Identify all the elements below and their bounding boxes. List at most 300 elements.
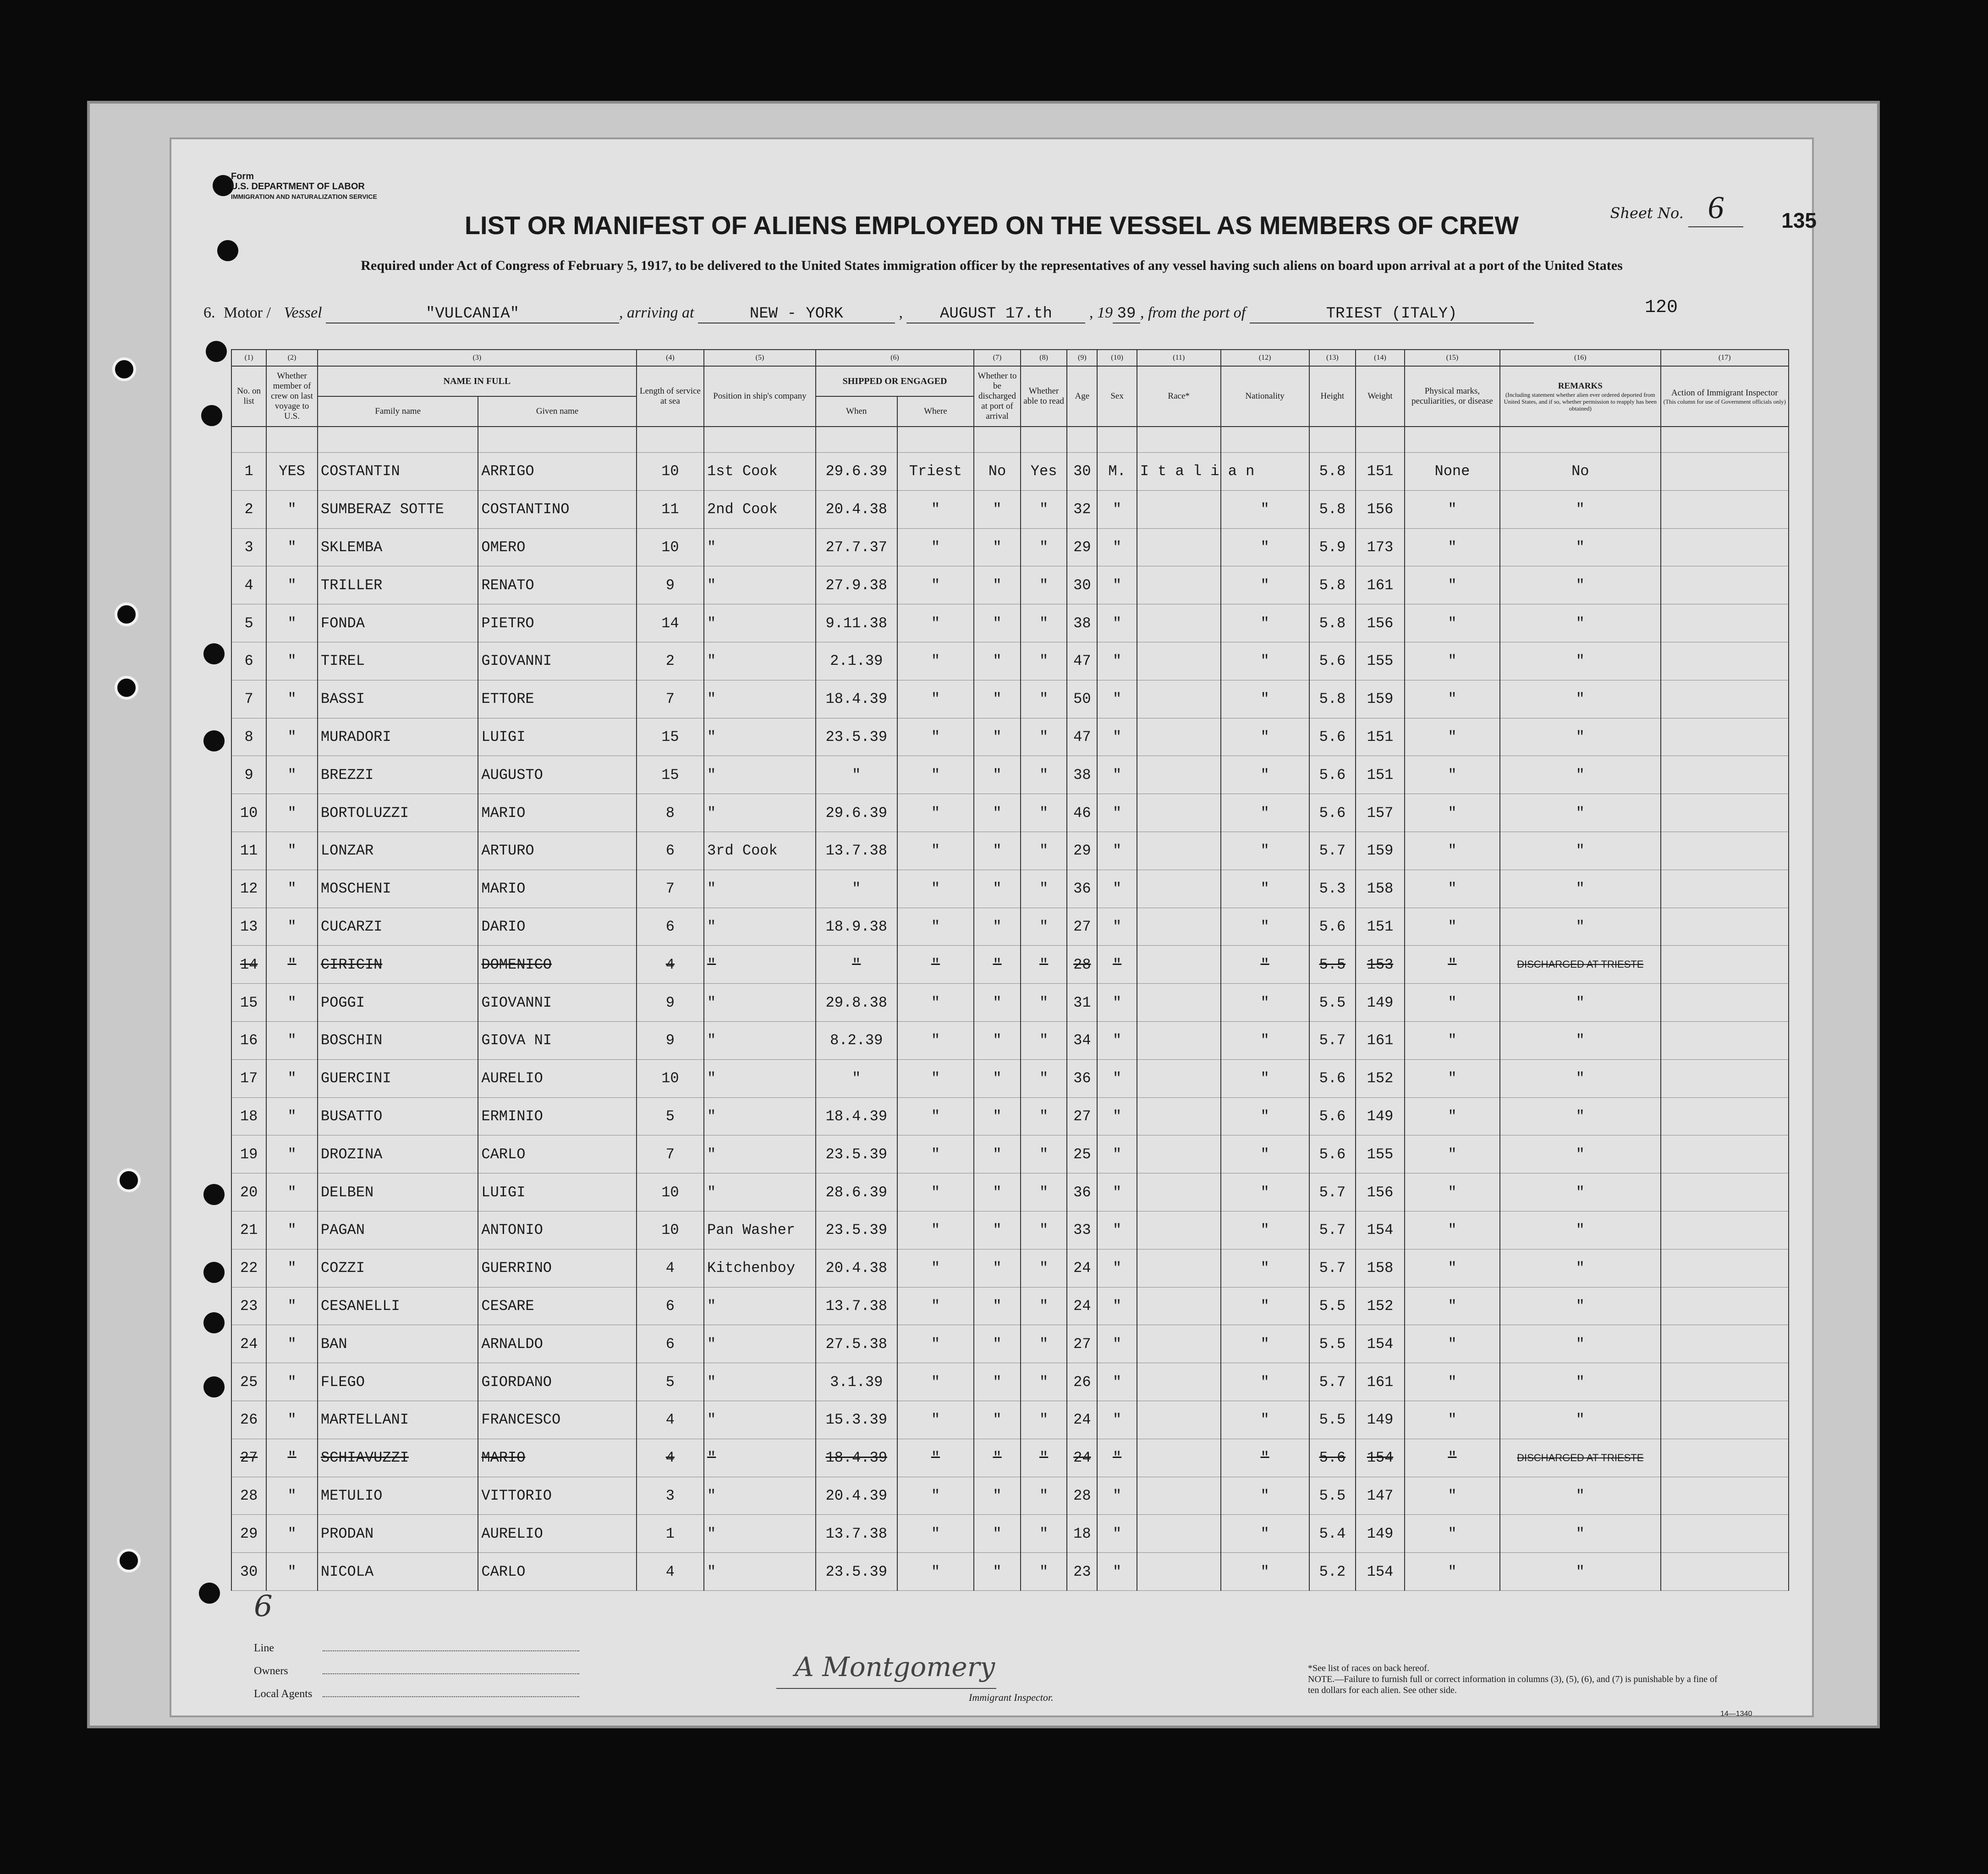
voyage-line: 6. Motor / Vessel "VULCANIA" , arriving at NEW - YORK , AUGUST 17.th , 19 39 , from the port of TRIEST (ITALY)	[203, 304, 1534, 323]
header-discharged: Whether to be discharged at port of arrival	[974, 366, 1021, 427]
row-number-cell: 27	[231, 1439, 266, 1477]
to-be-discharged-cell: "	[974, 756, 1021, 794]
age-cell: 28	[1067, 946, 1097, 984]
column-number: (8)	[1021, 350, 1067, 366]
line-label: Line	[254, 1642, 274, 1654]
row-number-cell: 14	[231, 946, 266, 984]
inspector-action-cell	[1661, 908, 1789, 946]
position-cell: "	[704, 1173, 816, 1211]
length-of-service-cell: 10	[637, 528, 704, 566]
able-to-read-cell: "	[1021, 680, 1067, 718]
table-row	[231, 1439, 1789, 1477]
engaged-where-cell: "	[897, 984, 974, 1022]
inspector-action-cell	[1661, 528, 1789, 566]
row-number-cell: 25	[231, 1363, 266, 1401]
nationality-cell: "	[1221, 1515, 1309, 1553]
remarks-cell: "	[1500, 1477, 1660, 1515]
given-name-cell: CARLO	[478, 1135, 636, 1173]
to-be-discharged-cell: "	[974, 1059, 1021, 1097]
crew-member-flag-cell: "	[266, 1401, 318, 1439]
nationality-cell: "	[1221, 1325, 1309, 1363]
crew-member-flag-cell: "	[266, 642, 318, 680]
header-able-to-read: Whether able to read	[1021, 366, 1067, 427]
engaged-when-cell: 20.4.38	[816, 1249, 897, 1287]
arriving-label: , arriving at	[619, 304, 694, 321]
length-of-service-cell: 7	[637, 870, 704, 908]
length-of-service-cell: 9	[637, 1021, 704, 1059]
table-row	[231, 794, 1789, 832]
punch-hole	[203, 643, 225, 664]
sex-cell: "	[1097, 1477, 1137, 1515]
nationality-cell: "	[1221, 1363, 1309, 1401]
row-number-cell: 12	[231, 870, 266, 908]
given-name-cell: LUIGI	[478, 1173, 636, 1211]
weight-cell: 152	[1356, 1287, 1405, 1325]
remarks-cell: "	[1500, 718, 1660, 756]
family-name-cell: BAN	[318, 1325, 478, 1363]
sex-cell: "	[1097, 984, 1137, 1022]
race-cell	[1137, 756, 1221, 794]
row-number-cell: 1	[231, 453, 266, 491]
weight-cell: 161	[1356, 566, 1405, 604]
given-name-cell: ARRIGO	[478, 453, 636, 491]
nationality-cell: "	[1221, 1249, 1309, 1287]
crew-member-flag-cell: "	[266, 1439, 318, 1477]
length-of-service-cell: 7	[637, 1135, 704, 1173]
column-number: (2)	[266, 350, 318, 366]
inspector-label: Immigrant Inspector.	[969, 1692, 1054, 1703]
race-cell	[1137, 1401, 1221, 1439]
given-name-cell: GIOVANNI	[478, 642, 636, 680]
column-number: (7)	[974, 350, 1021, 366]
position-cell: 3rd Cook	[704, 832, 816, 870]
sex-cell: "	[1097, 1325, 1137, 1363]
given-name-cell: GIOVA NI	[478, 1021, 636, 1059]
family-name-cell: CESANELLI	[318, 1287, 478, 1325]
given-name-cell: MARIO	[478, 1439, 636, 1477]
position-cell: "	[704, 680, 816, 718]
inspector-action-cell	[1661, 490, 1789, 528]
row-number-cell: 30	[231, 1553, 266, 1591]
given-name-cell: ANTONIO	[478, 1211, 636, 1249]
row-number-cell: 5	[231, 604, 266, 642]
form-label	[231, 171, 377, 202]
inspector-action-cell	[1661, 1439, 1789, 1477]
age-cell: 47	[1067, 718, 1097, 756]
engaged-when-cell: 29.8.38	[816, 984, 897, 1022]
able-to-read-cell: "	[1021, 1515, 1067, 1553]
engaged-when-cell: 3.1.39	[816, 1363, 897, 1401]
to-be-discharged-cell: "	[974, 1363, 1021, 1401]
engaged-where-cell: "	[897, 1401, 974, 1439]
height-cell: 5.5	[1309, 1401, 1356, 1439]
header-physical-marks: Physical marks, peculiarities, or disease	[1405, 366, 1500, 427]
to-be-discharged-cell: "	[974, 832, 1021, 870]
able-to-read-cell: "	[1021, 1021, 1067, 1059]
race-cell	[1137, 1097, 1221, 1135]
weight-cell: 152	[1356, 1059, 1405, 1097]
inspector-action-cell	[1661, 680, 1789, 718]
column-number: (9)	[1067, 350, 1097, 366]
physical-marks-cell: "	[1405, 566, 1500, 604]
remarks-cell: "	[1500, 1287, 1660, 1325]
crew-member-flag-cell: "	[266, 1173, 318, 1211]
remarks-cell: "	[1500, 1173, 1660, 1211]
engaged-where-cell: "	[897, 1021, 974, 1059]
crew-member-flag-cell: "	[266, 1287, 318, 1325]
to-be-discharged-cell: "	[974, 566, 1021, 604]
form-label-line: IMMIGRATION AND NATURALIZATION SERVICE	[231, 193, 377, 200]
age-cell: 23	[1067, 1553, 1097, 1591]
weight-cell: 157	[1356, 794, 1405, 832]
document-subtitle: Required under Act of Congress of February 5, 1917, to be delivered to the United States immigration officer by the representatives of any vessel having such aliens on board upon arrival at a port of the United States	[361, 258, 1623, 273]
family-name-cell: MOSCHENI	[318, 870, 478, 908]
weight-cell: 159	[1356, 832, 1405, 870]
to-be-discharged-cell: "	[974, 490, 1021, 528]
position-cell: "	[704, 908, 816, 946]
height-cell: 5.7	[1309, 1249, 1356, 1287]
length-of-service-cell: 10	[637, 1173, 704, 1211]
page-number: 135	[1781, 208, 1817, 232]
line-field	[254, 1642, 579, 1655]
nationality-cell: "	[1221, 1401, 1309, 1439]
family-name-cell: DELBEN	[318, 1173, 478, 1211]
engaged-when-cell: "	[816, 756, 897, 794]
physical-marks-cell: "	[1405, 718, 1500, 756]
age-cell: 30	[1067, 566, 1097, 604]
penalty-note: NOTE.—Failure to furnish full or correct information in columns (3), (5), (6), and (7) is punishable by a fine of ten dollars for each alien. See other side.	[1308, 1674, 1718, 1695]
given-name-cell: ARTURO	[478, 832, 636, 870]
engaged-where-cell: "	[897, 718, 974, 756]
length-of-service-cell: 9	[637, 566, 704, 604]
able-to-read-cell: "	[1021, 642, 1067, 680]
family-name-cell: COZZI	[318, 1249, 478, 1287]
arrival-date: AUGUST 17.th	[906, 305, 1085, 323]
given-name-cell: GIORDANO	[478, 1363, 636, 1401]
engaged-where-cell: "	[897, 604, 974, 642]
able-to-read-cell: "	[1021, 756, 1067, 794]
table-row	[231, 1059, 1789, 1097]
engaged-where-cell: "	[897, 1287, 974, 1325]
to-be-discharged-cell: "	[974, 870, 1021, 908]
remarks-cell: "	[1500, 1515, 1660, 1553]
to-be-discharged-cell: "	[974, 528, 1021, 566]
engaged-when-cell: 18.4.39	[816, 680, 897, 718]
length-of-service-cell: 10	[637, 453, 704, 491]
height-cell: 5.5	[1309, 946, 1356, 984]
inspector-action-cell	[1661, 1173, 1789, 1211]
remarks-cell: DISCHARGED AT TRIESTE	[1500, 946, 1660, 984]
length-of-service-cell: 4	[637, 1401, 704, 1439]
age-cell: 38	[1067, 604, 1097, 642]
sex-cell: "	[1097, 870, 1137, 908]
to-be-discharged-cell: "	[974, 1135, 1021, 1173]
remarks-cell: "	[1500, 566, 1660, 604]
given-name-cell: AUGUSTO	[478, 756, 636, 794]
remarks-cell: "	[1500, 642, 1660, 680]
table-row	[231, 1515, 1789, 1553]
family-name-cell: GUERCINI	[318, 1059, 478, 1097]
row-number-cell: 28	[231, 1477, 266, 1515]
physical-marks-cell: "	[1405, 1439, 1500, 1477]
nationality-cell: "	[1221, 1477, 1309, 1515]
height-cell: 5.6	[1309, 642, 1356, 680]
crew-member-flag-cell: "	[266, 756, 318, 794]
table-row	[231, 1477, 1789, 1515]
nationality-cell: "	[1221, 1287, 1309, 1325]
header-given-name: Given name	[478, 396, 636, 427]
punch-hole	[203, 1262, 225, 1283]
crew-member-flag-cell: "	[266, 1097, 318, 1135]
given-name-cell: MARIO	[478, 794, 636, 832]
table-row	[231, 1553, 1789, 1591]
able-to-read-cell: "	[1021, 908, 1067, 946]
physical-marks-cell: "	[1405, 1287, 1500, 1325]
footnote	[1308, 1663, 1720, 1696]
height-cell: 5.7	[1309, 1211, 1356, 1249]
able-to-read-cell: "	[1021, 528, 1067, 566]
able-to-read-cell: "	[1021, 718, 1067, 756]
length-of-service-cell: 10	[637, 1059, 704, 1097]
inspector-action-cell	[1661, 718, 1789, 756]
age-cell: 30	[1067, 453, 1097, 491]
length-of-service-cell: 6	[637, 1325, 704, 1363]
inspector-action-cell	[1661, 1135, 1789, 1173]
able-to-read-cell: "	[1021, 946, 1067, 984]
header-action-note: (This column for use of Government officials only)	[1663, 398, 1786, 405]
row-number-cell: 18	[231, 1097, 266, 1135]
family-name-cell: FONDA	[318, 604, 478, 642]
age-cell: 24	[1067, 1401, 1097, 1439]
given-name-cell: MARIO	[478, 870, 636, 908]
year-prefix: 19	[1097, 304, 1113, 321]
weight-cell: 149	[1356, 1401, 1405, 1439]
inspector-action-cell	[1661, 1401, 1789, 1439]
row-number-cell: 26	[231, 1401, 266, 1439]
race-cell	[1137, 642, 1221, 680]
weight-cell: 161	[1356, 1363, 1405, 1401]
race-cell	[1137, 946, 1221, 984]
able-to-read-cell: "	[1021, 1439, 1067, 1477]
length-of-service-cell: 15	[637, 756, 704, 794]
engaged-when-cell: "	[816, 1059, 897, 1097]
inspector-action-cell	[1661, 1021, 1789, 1059]
able-to-read-cell: "	[1021, 604, 1067, 642]
able-to-read-cell: "	[1021, 1287, 1067, 1325]
position-cell: "	[704, 756, 816, 794]
table-row	[231, 680, 1789, 718]
table-row	[231, 908, 1789, 946]
row-number-cell: 6	[231, 642, 266, 680]
position-cell: "	[704, 1059, 816, 1097]
able-to-read-cell: "	[1021, 1211, 1067, 1249]
height-cell: 5.6	[1309, 756, 1356, 794]
physical-marks-cell: "	[1405, 1249, 1500, 1287]
header-remarks-note: (Including statement whether alien ever ordered deported from United States, and if so, whether permission to reapply has been obtained)	[1504, 391, 1657, 412]
race-cell	[1137, 528, 1221, 566]
inspector-action-cell	[1661, 1211, 1789, 1249]
header-no-on-list: No. on list	[231, 366, 266, 427]
binder-hole	[115, 676, 138, 700]
to-be-discharged-cell: "	[974, 1401, 1021, 1439]
physical-marks-cell: "	[1405, 1325, 1500, 1363]
nationality-cell: "	[1221, 1211, 1309, 1249]
engaged-where-cell: "	[897, 794, 974, 832]
family-name-cell: CUCARZI	[318, 908, 478, 946]
able-to-read-cell: "	[1021, 832, 1067, 870]
inspector-action-cell	[1661, 1249, 1789, 1287]
year-suffix: 39	[1113, 305, 1140, 323]
length-of-service-cell: 7	[637, 680, 704, 718]
physical-marks-cell: "	[1405, 832, 1500, 870]
remarks-cell: "	[1500, 528, 1660, 566]
family-name-cell: MARTELLANI	[318, 1401, 478, 1439]
given-name-cell: PIETRO	[478, 604, 636, 642]
given-name-cell: AURELIO	[478, 1059, 636, 1097]
age-cell: 47	[1067, 642, 1097, 680]
engaged-when-cell: 13.7.38	[816, 832, 897, 870]
nationality-cell: "	[1221, 1135, 1309, 1173]
header-shipped-or-engaged: SHIPPED OR ENGAGED	[816, 366, 974, 396]
header-position: Position in ship's company	[704, 366, 816, 427]
height-cell: 5.5	[1309, 1325, 1356, 1363]
nationality-cell: "	[1221, 870, 1309, 908]
table-row	[231, 1211, 1789, 1249]
weight-cell: 149	[1356, 1515, 1405, 1553]
engaged-where-cell: "	[897, 1211, 974, 1249]
remarks-cell: "	[1500, 1249, 1660, 1287]
length-of-service-cell: 4	[637, 1249, 704, 1287]
column-number: (11)	[1137, 350, 1221, 366]
height-cell: 5.6	[1309, 1135, 1356, 1173]
length-of-service-cell: 6	[637, 908, 704, 946]
table-row	[231, 870, 1789, 908]
row-number-cell: 21	[231, 1211, 266, 1249]
punch-hole	[203, 1376, 225, 1397]
engaged-when-cell: 15.3.39	[816, 1401, 897, 1439]
remarks-cell: "	[1500, 756, 1660, 794]
race-cell	[1137, 1287, 1221, 1325]
physical-marks-cell: "	[1405, 946, 1500, 984]
engaged-where-cell: "	[897, 1363, 974, 1401]
race-cell	[1137, 1515, 1221, 1553]
length-of-service-cell: 4	[637, 1553, 704, 1591]
position-cell: 1st Cook	[704, 453, 816, 491]
engaged-when-cell: 29.6.39	[816, 453, 897, 491]
engaged-where-cell: "	[897, 528, 974, 566]
engaged-when-cell: 23.5.39	[816, 1211, 897, 1249]
age-cell: 26	[1067, 1363, 1097, 1401]
length-of-service-cell: 2	[637, 642, 704, 680]
remarks-cell: "	[1500, 1325, 1660, 1363]
engaged-when-cell: 8.2.39	[816, 1021, 897, 1059]
race-cell	[1137, 1553, 1221, 1591]
nationality-cell: "	[1221, 946, 1309, 984]
weight-cell: 154	[1356, 1439, 1405, 1477]
height-cell: 5.8	[1309, 453, 1356, 491]
position-cell: "	[704, 1439, 816, 1477]
inspector-action-cell	[1661, 1097, 1789, 1135]
engaged-when-cell: 27.7.37	[816, 528, 897, 566]
engaged-when-cell: 9.11.38	[816, 604, 897, 642]
sex-cell: "	[1097, 1401, 1137, 1439]
weight-cell: 158	[1356, 870, 1405, 908]
physical-marks-cell: "	[1405, 528, 1500, 566]
document-title: LIST OR MANIFEST OF ALIENS EMPLOYED ON THE VESSEL AS MEMBERS OF CREW	[464, 211, 1519, 240]
family-name-cell: BASSI	[318, 680, 478, 718]
table-row	[231, 984, 1789, 1022]
given-name-cell: ETTORE	[478, 680, 636, 718]
weight-cell: 154	[1356, 1211, 1405, 1249]
position-cell: Kitchenboy	[704, 1249, 816, 1287]
height-cell: 5.7	[1309, 832, 1356, 870]
to-be-discharged-cell: "	[974, 1097, 1021, 1135]
length-of-service-cell: 1	[637, 1515, 704, 1553]
crew-member-flag-cell: "	[266, 490, 318, 528]
crew-member-flag-cell: "	[266, 1021, 318, 1059]
sex-cell: M.	[1097, 453, 1137, 491]
table-row	[231, 756, 1789, 794]
engaged-when-cell: 13.7.38	[816, 1515, 897, 1553]
height-cell: 5.6	[1309, 1059, 1356, 1097]
inspector-action-cell	[1661, 642, 1789, 680]
able-to-read-cell: "	[1021, 1363, 1067, 1401]
row-number-cell: 3	[231, 528, 266, 566]
height-cell: 5.4	[1309, 1515, 1356, 1553]
sex-cell: "	[1097, 1439, 1137, 1477]
weight-cell: 155	[1356, 642, 1405, 680]
weight-cell: 149	[1356, 984, 1405, 1022]
punch-hole	[206, 341, 227, 362]
race-cell	[1137, 794, 1221, 832]
weight-cell: 156	[1356, 1173, 1405, 1211]
physical-marks-cell: "	[1405, 870, 1500, 908]
height-cell: 5.2	[1309, 1553, 1356, 1591]
length-of-service-cell: 15	[637, 718, 704, 756]
engaged-when-cell: 2.1.39	[816, 642, 897, 680]
nationality-cell: "	[1221, 566, 1309, 604]
row-number-cell: 11	[231, 832, 266, 870]
punch-hole	[203, 730, 225, 751]
header-age: Age	[1067, 366, 1097, 427]
sheet-number-value: 6	[1688, 190, 1743, 227]
inspector-action-cell	[1661, 1477, 1789, 1515]
age-cell: 24	[1067, 1287, 1097, 1325]
given-name-cell: DOMENICO	[478, 946, 636, 984]
physical-marks-cell: "	[1405, 794, 1500, 832]
to-be-discharged-cell: "	[974, 1553, 1021, 1591]
engaged-when-cell: 27.5.38	[816, 1325, 897, 1363]
able-to-read-cell: "	[1021, 1477, 1067, 1515]
sex-cell: "	[1097, 756, 1137, 794]
age-cell: 32	[1067, 490, 1097, 528]
column-number: (3)	[318, 350, 637, 366]
weight-cell: 151	[1356, 756, 1405, 794]
punch-hole	[199, 1583, 220, 1604]
family-name-cell: PAGAN	[318, 1211, 478, 1249]
height-cell: 5.8	[1309, 566, 1356, 604]
family-name-cell: BREZZI	[318, 756, 478, 794]
physical-marks-cell: "	[1405, 642, 1500, 680]
remarks-cell: "	[1500, 1553, 1660, 1591]
to-be-discharged-cell: "	[974, 1249, 1021, 1287]
race-cell	[1137, 566, 1221, 604]
family-name-cell: CIRICIN	[318, 946, 478, 984]
age-cell: 27	[1067, 908, 1097, 946]
family-name-cell: SUMBERAZ SOTTE	[318, 490, 478, 528]
crew-member-flag-cell: "	[266, 984, 318, 1022]
age-cell: 36	[1067, 870, 1097, 908]
